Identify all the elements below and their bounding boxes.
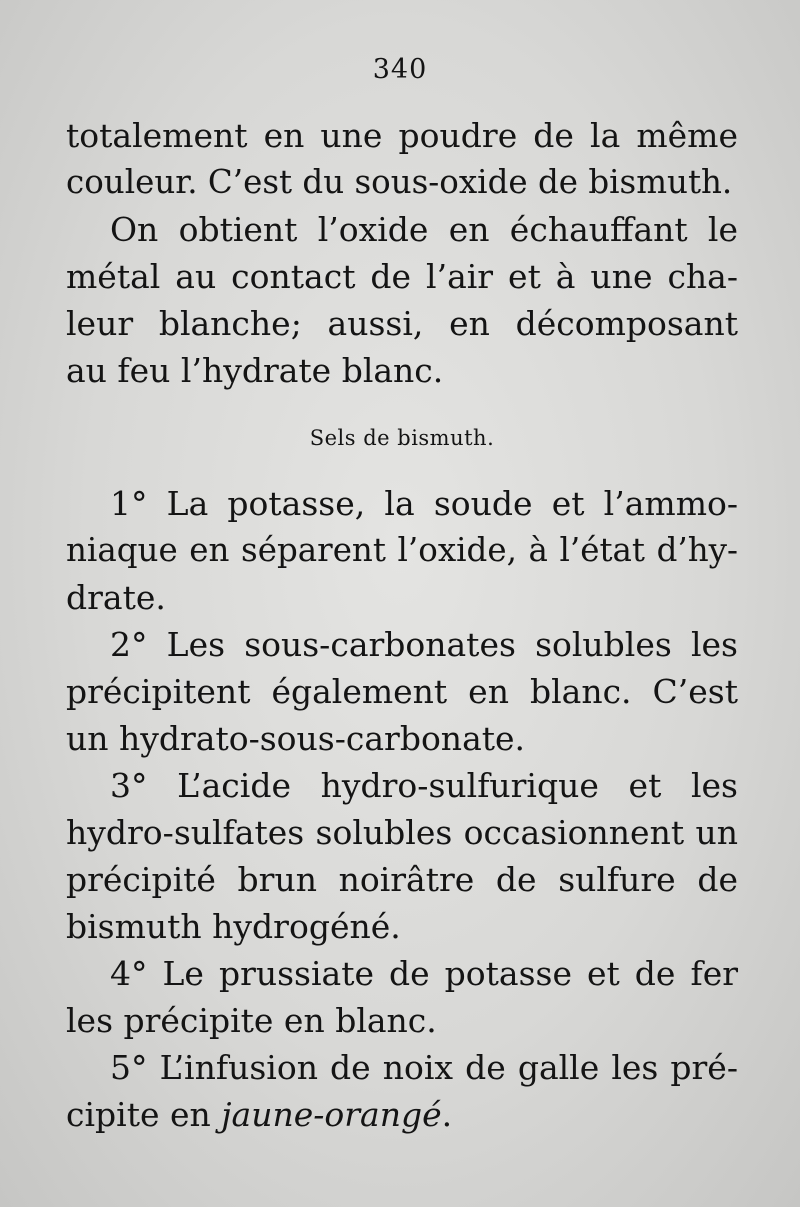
list-item-3 — [66, 762, 738, 950]
text-line: au feu l’hydrate blanc. — [66, 351, 444, 390]
text-line: niaque en séparent l’oxide, à l’état d’hy- — [66, 531, 738, 569]
text-line: métal au contact de l’air et à une cha- — [66, 257, 738, 296]
body-text — [66, 112, 738, 1138]
list-item-4 — [66, 950, 738, 1044]
text-line: 1° La potasse, la soude et l’ammo- — [110, 484, 738, 523]
text-line: les précipite en blanc. — [66, 1001, 437, 1040]
text-line: hydro-sulfates solubles occasionnent un — [66, 813, 738, 852]
text-line: 2° Les sous-carbonates solubles les — [110, 625, 738, 664]
text-line: couleur. C’est du sous-oxide de bismuth. — [66, 163, 733, 201]
paragraph-sous-oxide — [66, 112, 738, 206]
text-line: 3° L’acide hydro-sulfurique et les — [110, 766, 738, 805]
text-line: totalement en une poudre de la même — [66, 116, 738, 155]
text-fragment: cipite en — [66, 1095, 222, 1134]
text-line: 4° Le prussiate de potasse et de fer — [110, 954, 738, 993]
list-item-5 — [66, 1044, 738, 1138]
list-item-1 — [66, 480, 738, 621]
text-line: drate. — [66, 578, 166, 617]
text-line: un hydrato-sous-carbonate. — [66, 719, 526, 758]
text-line: bismuth hydrogéné. — [66, 907, 401, 946]
text-line — [66, 1091, 738, 1138]
text-line: On obtient l’oxide en échauffant le — [110, 210, 738, 249]
text-line: précipité brun noirâtre de sulfure de — [66, 860, 738, 899]
text-line: leur blanche; aussi, en décomposant — [66, 304, 738, 343]
italic-text: jaune-orangé — [221, 1095, 442, 1134]
punctuation: . — [441, 1095, 453, 1134]
list-item-2 — [66, 621, 738, 762]
text-line: 5° L’infusion de noix de galle les pré- — [110, 1048, 738, 1087]
paragraph-oxide — [66, 206, 738, 394]
text-line: précipitent également en blanc. C’est — [66, 672, 738, 711]
section-heading: Sels de bismuth. — [309, 426, 495, 450]
page-number: 340 — [372, 54, 428, 85]
